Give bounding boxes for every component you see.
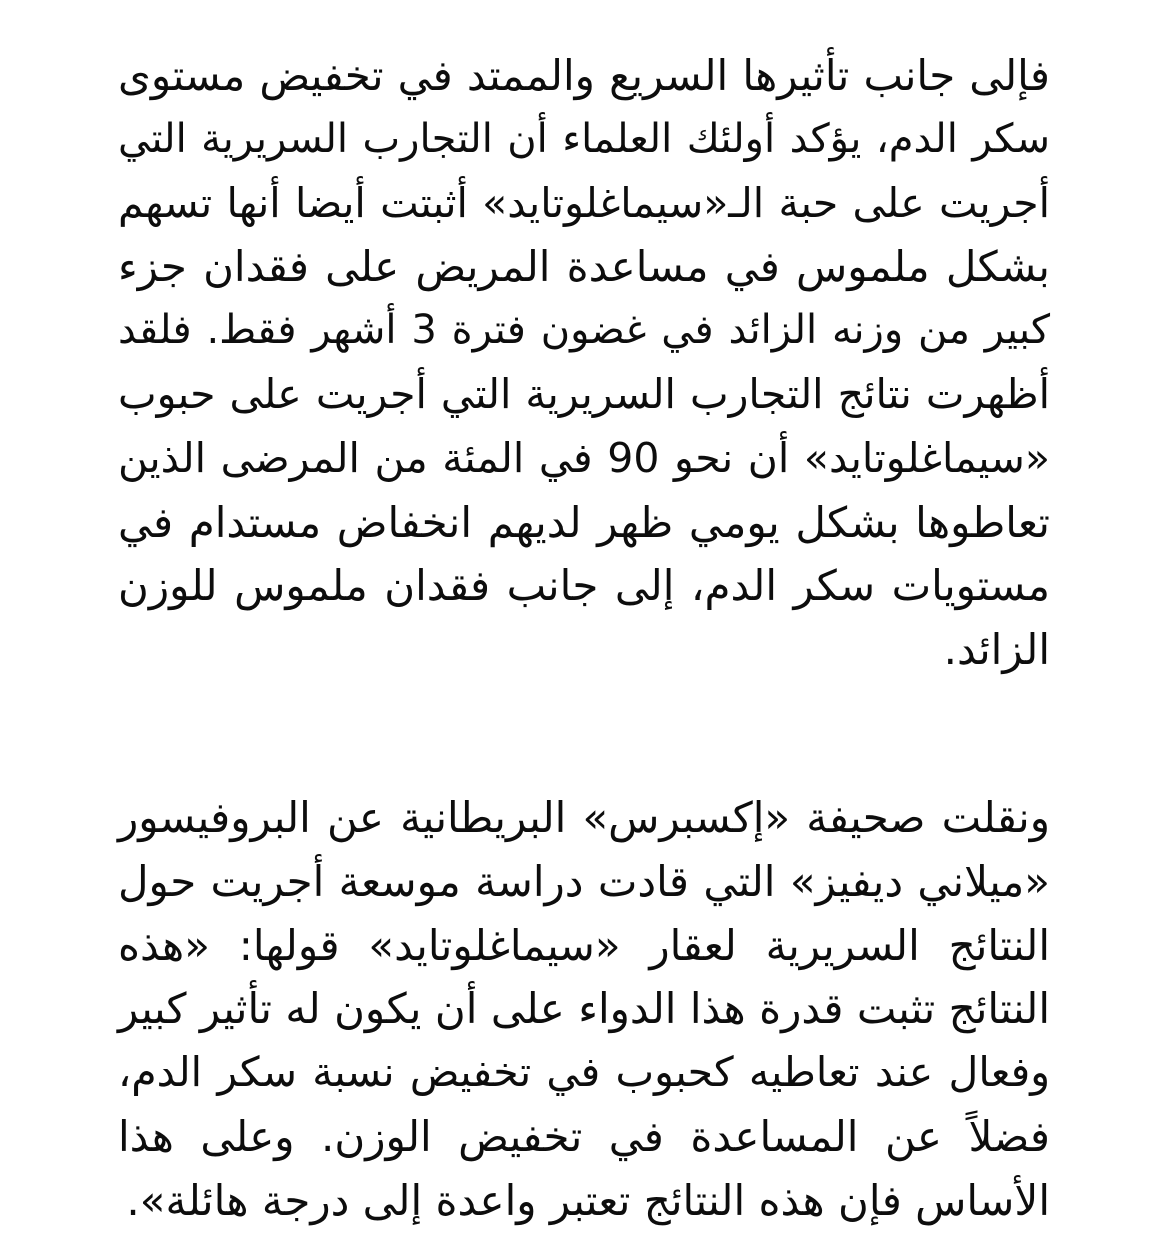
paragraph-line: «سيماغلوتايد» أن نحو 90 في المئة من المرضى الذين	[118, 433, 1050, 482]
paragraph-line: وفعال عند تعاطيه كحبوب في تخفيض نسبة سكر الدم،	[118, 1048, 1050, 1097]
paragraph-line: «ميلاني ديفيز» التي قادت دراسة موسعة أجريت حول	[118, 856, 1050, 906]
paragraph-line: الأساس فإن هذه النتائج تعتبر واعدة إلى درجة هائلة».	[126, 1175, 1050, 1225]
paragraph-line: الزائد.	[943, 625, 1050, 675]
paragraph-line: بشكل ملموس في مساعدة المريض على فقدان جزء	[118, 242, 1050, 292]
paragraph-line: النتائج تثبت قدرة هذا الدواء على أن يكون له تأثير كبير	[118, 984, 1050, 1034]
paragraph-line: فإلى جانب تأثيرها السريع والممتد في تخفيض مستوى	[118, 51, 1050, 100]
paragraph-line: أظهرت نتائج التجارب السريرية التي أجريت على حبوب	[118, 369, 1050, 418]
paragraph-line: كبير من وزنه الزائد في غضون فترة 3 أشهر فقط. فلقد	[118, 307, 1051, 354]
paragraph-spacer	[118, 682, 1050, 786]
paragraph-line: تعاطوها بشكل يومي ظهر لديهم انخفاض مستدام في	[118, 497, 1050, 547]
paragraph-line: فضلاً عن المساعدة في تخفيض الوزن. وعلى هذا	[118, 1111, 1050, 1161]
paragraph-line: ونقلت صحيفة «إكسبرس» البريطانية عن البروفيسور	[118, 792, 1050, 842]
paragraph-line: أجريت على حبة الـ«سيماغلوتايد» أثبتت أيضا أنها تسهم	[118, 178, 1050, 227]
paragraph-line: مستويات سكر الدم، إلى جانب فقدان ملموس للوزن	[118, 561, 1050, 611]
article-paragraph-2	[118, 786, 1050, 1233]
paragraph-line: سكر الدم، يؤكد أولئك العلماء أن التجارب السريرية التي	[118, 115, 1050, 162]
paragraph-line: النتائج السريرية لعقار «سيماغلوتايد» قولها: «هذه	[118, 920, 1050, 970]
article-paragraph-1	[118, 44, 1050, 682]
